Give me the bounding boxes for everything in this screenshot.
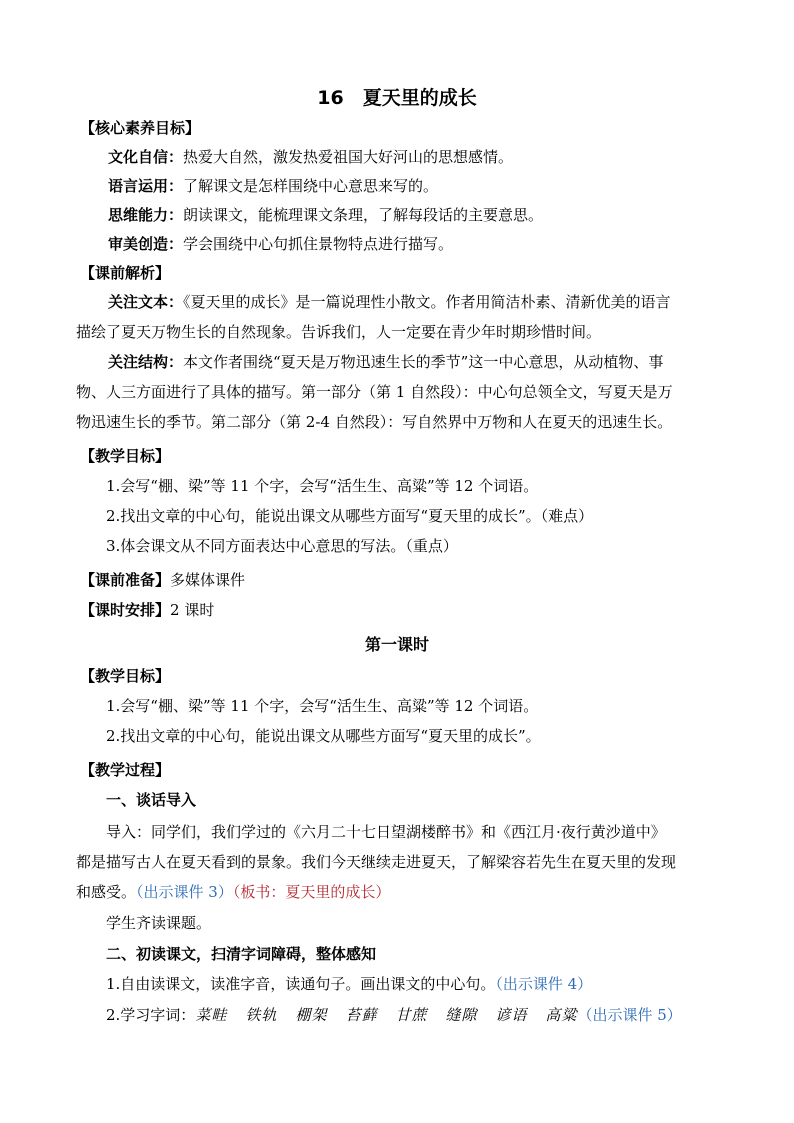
intro-line: 导入：同学们，我们学过的《六月二十七日望湖楼醉书》和《西江月·夜行黄沙道中》 (106, 823, 666, 841)
vocab-word: 菜畦 (195, 1006, 228, 1024)
teaching-goals-heading: 【教学目标】 (80, 447, 171, 465)
teaching-goal-item: 1.会写“棚、梁”等 11 个字，会写“活生生、高粱”等 12 个词语。 (106, 477, 539, 495)
analysis-label: 关注结构： (108, 353, 184, 371)
schedule-heading: 【课时安排】 (80, 601, 171, 619)
step2-words-line (106, 1005, 682, 1025)
analysis-label: 关注文本： (108, 293, 184, 311)
page-title: 16 夏天里的成长 (317, 87, 477, 109)
step2-item (106, 974, 592, 994)
intro-line: 都是描写古人在夏天看到的景象。我们今天继续走进夏天，了解梁容若先生在夏天里的发现 (76, 853, 677, 871)
analysis-paragraph-line: 物迅速生长的季节。第二部分（第 2-4 自然段）：写自然界中万物和人在夏天的迅速生长。 (76, 413, 673, 431)
lesson1-goal-item: 2.找出文章的中心句，能说出课文从哪些方面写“夏天里的成长”。 (106, 727, 541, 745)
words-label: 2.学习字词： (106, 1006, 196, 1024)
core-goal-label: 思维能力： (108, 206, 184, 224)
courseware-note: （出示课件 4） (495, 975, 593, 993)
core-goal-item (108, 176, 438, 196)
core-goal-text: 了解课文是怎样围绕中心意思来写的。 (183, 177, 439, 195)
vocab-word: 铁轨 (245, 1006, 278, 1024)
core-goal-text: 学会围绕中心句抓住景物特点进行描写。 (183, 235, 454, 253)
core-goal-text: 朗读课文，能梳理课文条理，了解每段话的主要意思。 (183, 206, 544, 224)
intro-text: 和感受。 (76, 883, 137, 901)
step2-item-text: 1.自由读课文，读准字音，读通句子。画出课文的中心句。 (106, 975, 496, 993)
analysis-paragraph-line (108, 352, 663, 372)
schedule-text: 2 课时 (170, 601, 215, 619)
teaching-goal-item: 2.找出文章的中心句，能说出课文从哪些方面写“夏天里的成长”。（难点） (106, 507, 594, 525)
lesson1-goals-heading: 【教学目标】 (80, 667, 171, 685)
intro-line (76, 882, 390, 902)
analysis-paragraph-line: 描绘了夏天万物生长的自然现象。告诉我们，人一定要在青少年时期珍惜时间。 (76, 323, 602, 341)
vocab-word: 苔藓 (345, 1006, 378, 1024)
vocab-word: 甘蔗 (395, 1006, 428, 1024)
lesson1-goal-item: 1.会写“棚、梁”等 11 个字，会写“活生生、高粱”等 12 个词语。 (106, 697, 539, 715)
analysis-text: 《夏天里的成长》是一篇说理性小散文。作者用简洁朴素、清新优美的语言 (183, 293, 671, 311)
prep-text: 多媒体课件 (170, 571, 246, 589)
lesson1-title: 第一课时 (364, 635, 429, 654)
core-goal-label: 文化自信： (108, 148, 184, 166)
core-goals-heading: 【核心素养目标】 (80, 119, 201, 137)
core-goal-item (108, 147, 513, 167)
core-goal-item (108, 234, 453, 254)
prep-heading: 【课前准备】 (80, 571, 171, 589)
vocab-word: 棚架 (295, 1006, 328, 1024)
step1-title: 一、谈话导入 (106, 791, 197, 809)
analysis-text: 本文作者围绕“夏天是万物迅速生长的季节”这一中心意思，从动植物、事 (183, 353, 664, 371)
courseware-note: （出示课件 5） (577, 1006, 682, 1024)
schedule-line (80, 600, 214, 620)
process-heading: 【教学过程】 (80, 761, 171, 779)
vocab-word: 谚语 (495, 1006, 528, 1024)
step2-title: 二、初读课文，扫清字词障碍，整体感知 (106, 945, 377, 963)
analysis-heading: 【课前解析】 (80, 264, 171, 282)
vocab-word: 缝隙 (445, 1006, 478, 1024)
courseware-note: （出示课件 3） (136, 883, 233, 901)
core-goal-text: 热爱大自然，激发热爱祖国大好河山的思想感情。 (183, 148, 514, 166)
read-title-line: 学生齐读课题。 (106, 914, 212, 932)
core-goal-label: 语言运用： (108, 177, 184, 195)
core-goal-label: 审美创造： (108, 235, 184, 253)
analysis-paragraph-line (108, 292, 671, 312)
core-goal-item (108, 205, 543, 225)
board-note: （板书：夏天里的成长） (232, 883, 391, 901)
prep-line (80, 570, 245, 590)
analysis-paragraph-line: 物、人三方面进行了具体的描写。第一部分（第 1 自然段）：中心句总领全文，写夏天是万 (76, 383, 673, 401)
vocab-word: 高粱 (545, 1006, 578, 1024)
teaching-goal-item: 3.体会课文从不同方面表达中心意思的写法。（重点） (106, 537, 458, 555)
